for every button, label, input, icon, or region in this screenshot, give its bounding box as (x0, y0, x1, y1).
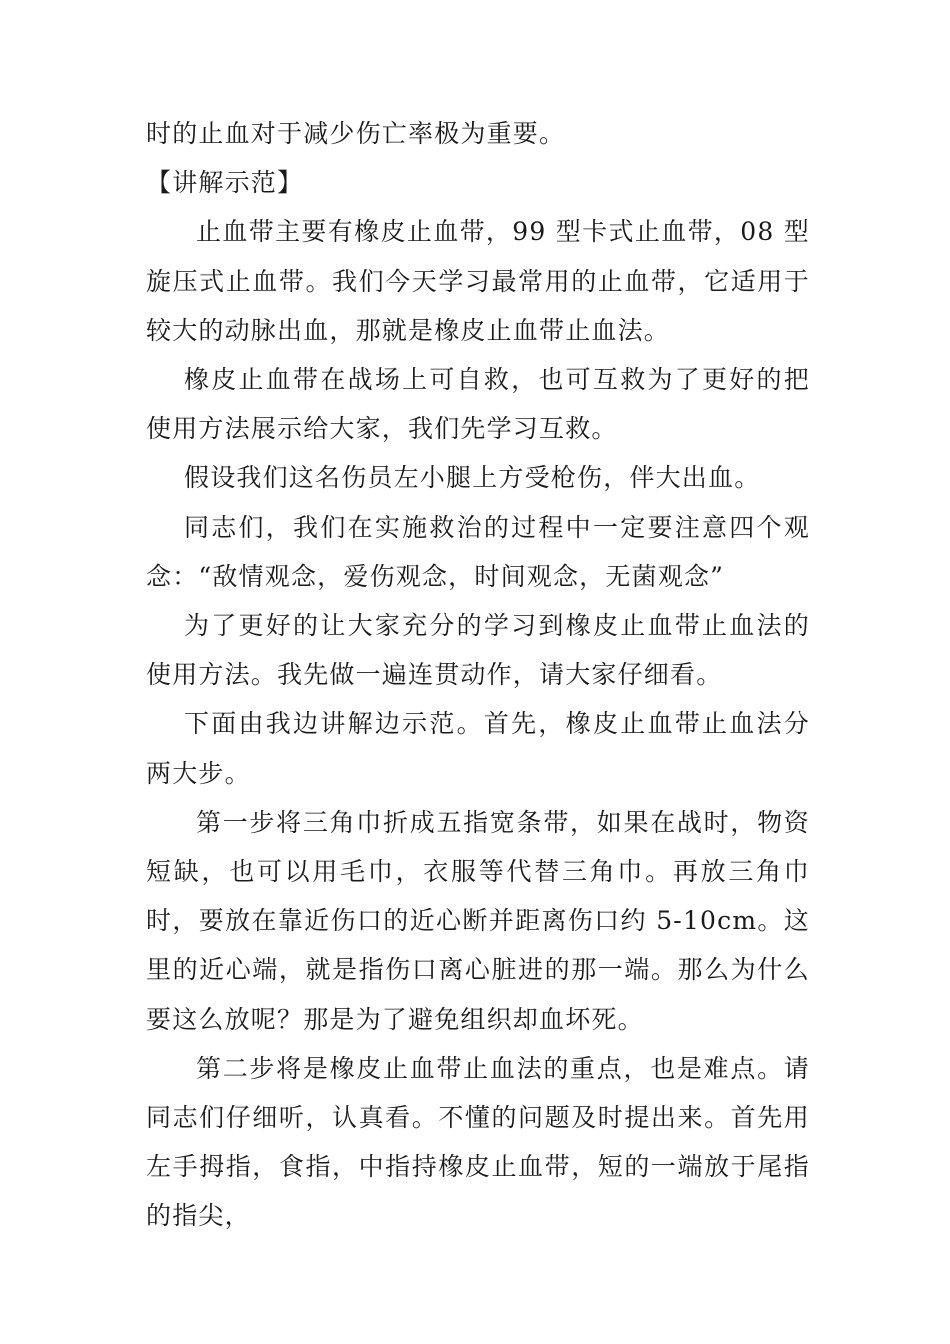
paragraph-four-concepts: 同志们，我们在实施救治的过程中一定要注意四个观念：“敌情观念，爱伤观念，时间观念，无菌观念” (146, 512, 810, 591)
document-body (146, 109, 810, 1241)
paragraph-demonstration: 为了更好的让大家充分的学习到橡皮止血带止血法的使用方法。我先做一遍连贯动作，请大家仔细看。 (146, 611, 810, 690)
paragraph-scenario: 假设我们这名伤员左小腿上方受枪伤，伴大出血。 (184, 463, 761, 493)
paragraph-self-aid: 橡皮止血带在战场上可自救，也可互救为了更好的把使用方法展示给大家，我们先学习互救。 (146, 365, 810, 444)
paragraph-continuation: 时的止血对于减少伤亡率极为重要。 (146, 119, 566, 148)
paragraph-tourniquet-types: 止血带主要有橡皮止血带，99 型卡式止血带，08 型旋压式止血带。我们今天学习最常用的止血带，它适用于较大的动脉出血，那就是橡皮止血带止血法。 (146, 217, 810, 345)
section-heading: 【讲解示范】 (146, 168, 304, 198)
paragraph-step-one: 第一步将三角巾折成五指宽条带，如果在战时，物资短缺，也可以用毛巾，衣服等代替三角巾。再放三角巾时，要放在靠近伤口的近心断并距离伤口约 5-10cm。这里的近心端，就是指伤口离心脏进的那一端。那么为什么要这么放呢？那是为了避免组织却血坏死。 (146, 807, 810, 1034)
paragraph-two-steps: 下面由我边讲解边示范。首先，橡皮止血带止血法分两大步。 (146, 709, 810, 788)
paragraph-step-two: 第二步将是橡皮止血带止血法的重点，也是难点。请同志们仔细听，认真看。不懂的问题及时提出来。首先用左手拇指，食指，中指持橡皮止血带，短的一端放于尾指的指尖， (146, 1053, 810, 1231)
